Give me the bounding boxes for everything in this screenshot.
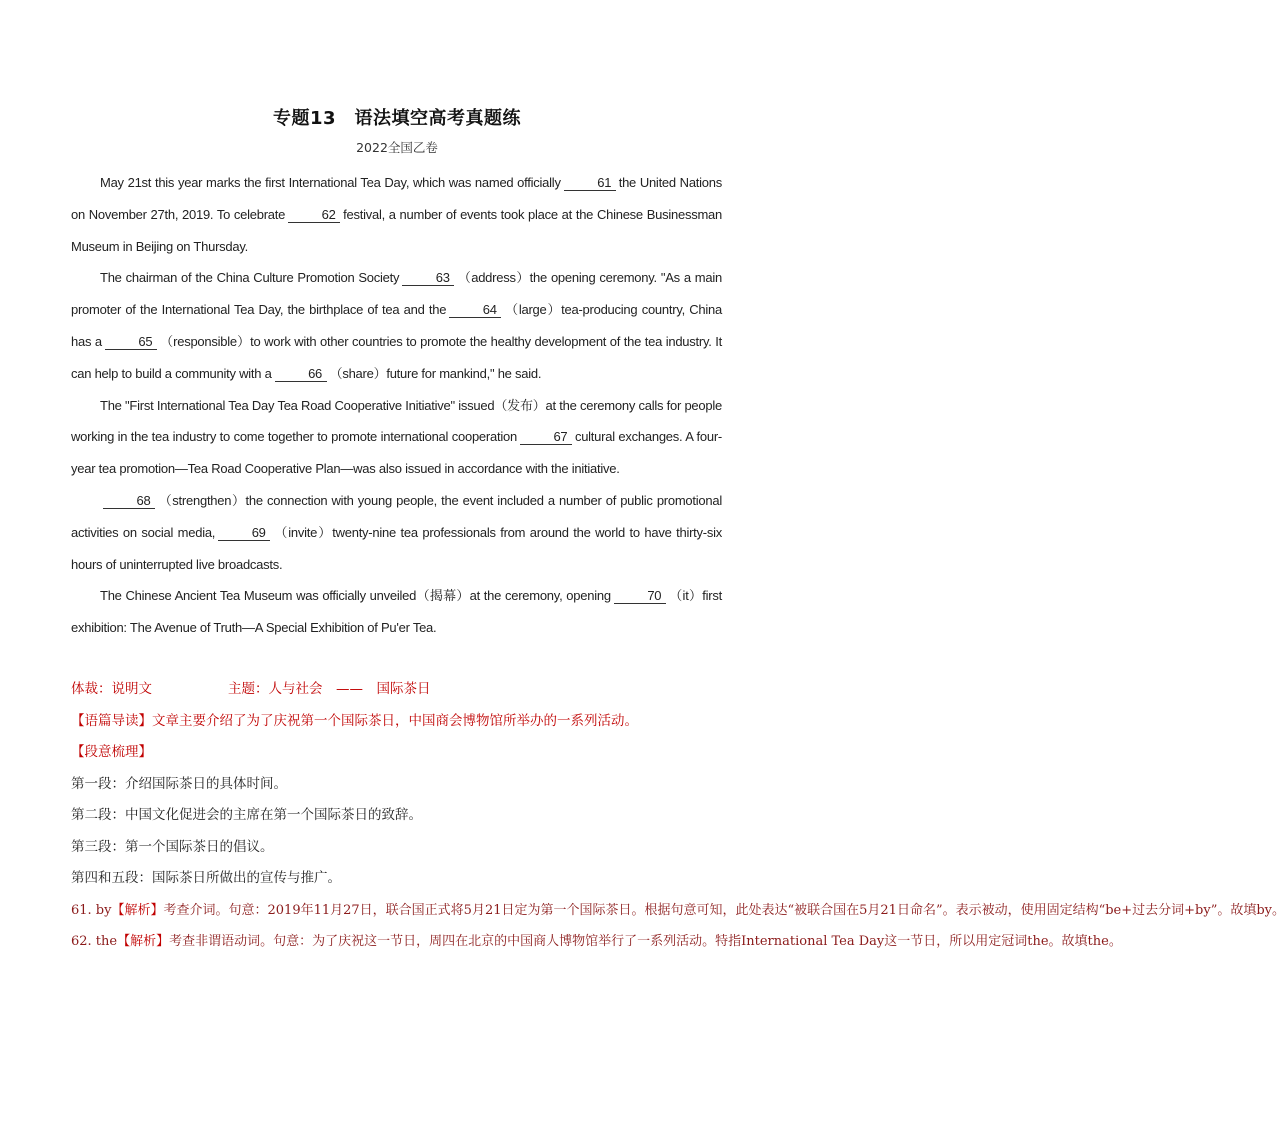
outline-para-1: 第一段：介绍国际茶日的具体时间。 xyxy=(71,775,287,792)
blank-69: 69 xyxy=(218,525,270,541)
answer-61-tag: 【解析】 xyxy=(111,902,164,918)
cloze-passage xyxy=(71,167,722,644)
blank-62: 62 xyxy=(288,207,340,223)
outline-label: 【段意梳理】 xyxy=(71,744,152,760)
outline-para-3: 第三段：第一个国际茶日的倡议。 xyxy=(71,838,274,855)
answer-61 xyxy=(71,895,1285,926)
paragraph-1: May 21st this year marks the first International Tea Day, which was named officially 61 the United Nations on November 27th, 2019. To celebrate 62 festival, a number of events took place at the Chinese Businessman Museum in Beijing on Thursday. xyxy=(71,175,723,254)
analysis-section xyxy=(71,674,1285,957)
answer-62-tag: 【解析】 xyxy=(117,933,170,949)
blank-67: 67 xyxy=(520,429,572,445)
blank-70: 70 xyxy=(614,588,666,604)
answer-61-text: 考查介词。句意：2019年11月27日，联合国正式将5月21日定为第一个国际茶日。根据句意可知，此处表达“被联合国在5月21日命名”。表示被动，使用固定结构“be+过去分词+by”。故填by。 xyxy=(163,902,1285,918)
genre-theme-line xyxy=(71,674,725,706)
exam-source: 2022全国乙卷 xyxy=(356,140,438,155)
guide-line xyxy=(71,706,725,738)
blank-66: 66 xyxy=(275,366,327,382)
blank-64: 64 xyxy=(449,302,501,318)
answer-62-text: 考查非谓语动词。句意：为了庆祝这一节日，周四在北京的中国商人博物馆举行了一系列活动。特指International Tea Day这一节日，所以用定冠词the。故填the。 xyxy=(169,933,1122,949)
answer-62-number: 62. the xyxy=(71,933,118,949)
blank-65: 65 xyxy=(105,334,157,350)
paragraph-4: 68 （strengthen）the connection with young people, the event included a number of public promotional activities on social media, 69 （invite）twenty-nine tea professionals from around the world to have thirty-six hours of uninterrupted live broadcasts. xyxy=(71,492,722,572)
blank-61: 61 xyxy=(564,175,616,191)
genre-label: 体裁：说明文 xyxy=(71,681,152,697)
paragraph-2: The chairman of the China Culture Promotion Society 63 （address）the opening ceremony. "As a main promoter of the International Tea Day, the birthplace of tea and the 64 （large）tea-producing country, China has a 65 （responsible）to work with other countries to promote the healthy development of the tea industry. It can help to build a community with a 66 （share）future for mankind," he said. xyxy=(71,270,722,381)
outline-para-45: 第四和五段：国际茶日所做出的宣传与推广。 xyxy=(71,870,341,886)
blank-68: 68 xyxy=(103,493,155,509)
page-title: 专题13 语法填空高考真题练 xyxy=(272,108,522,129)
answer-62 xyxy=(71,926,1122,957)
answer-61-number: 61. by xyxy=(71,902,112,918)
paragraph-3: The "First International Tea Day Tea Road Cooperative Initiative" issued（发布）at the ceremony calls for people working in the tea industry to come together to promote international cooperation 67 cultural exchanges. A four-year tea promotion—Tea Road Cooperative Plan—was also issued in accordance with the initiative. xyxy=(71,397,723,477)
guide-label: 【语篇导读】 xyxy=(71,712,152,729)
theme-label: 主题：人与社会 —— 国际茶日 xyxy=(228,681,431,697)
guide-text: 文章主要介绍了为了庆祝第一个国际茶日，中国商会博物馆所举办的一系列活动。 xyxy=(152,712,638,729)
blank-63: 63 xyxy=(402,270,454,286)
outline-para-2: 第二段：中国文化促进会的主席在第一个国际茶日的致辞。 xyxy=(71,807,422,823)
paragraph-5: The Chinese Ancient Tea Museum was officially unveiled（揭幕）at the ceremony, opening 70 （it）first exhibition: The Avenue of Truth—A Special Exhibition of Pu'er Tea. xyxy=(71,588,722,636)
